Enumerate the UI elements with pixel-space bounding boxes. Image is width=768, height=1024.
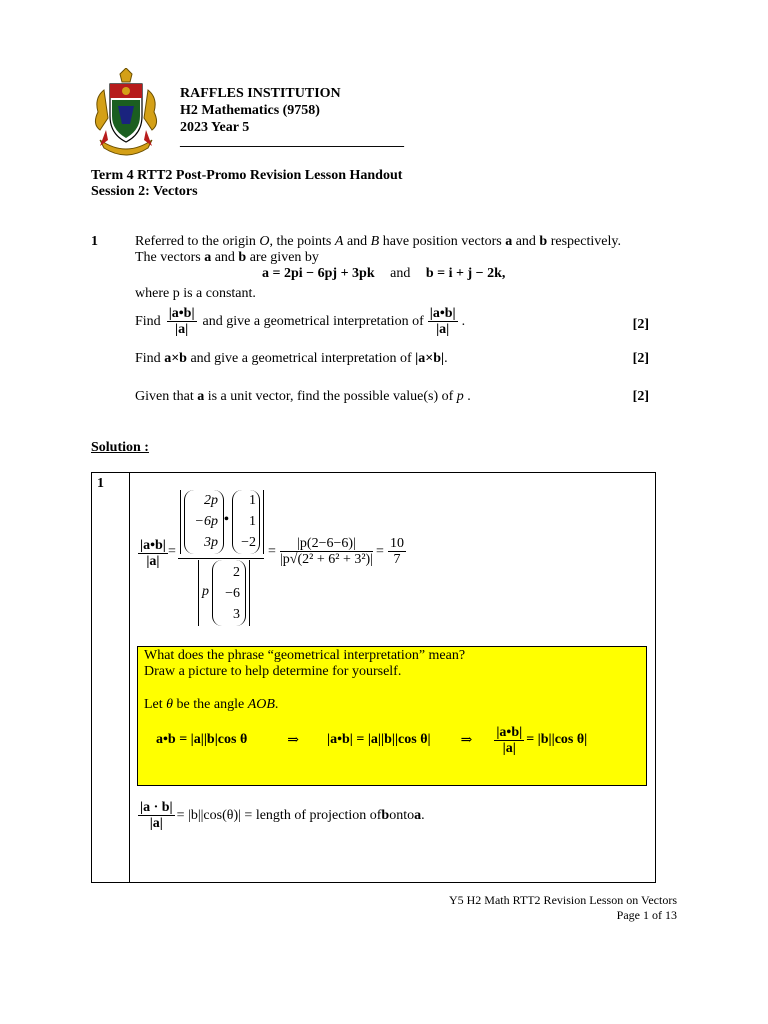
vector-definitions: a = 2pi − 6pj + 3pk and b = i + j − 2k, (262, 266, 506, 281)
vector-b-definition: b = i + j − 2k, (425, 266, 506, 281)
header-underline: ________________________________ (180, 134, 404, 149)
note-line-2: Draw a picture to help determine for yourself. (144, 664, 402, 679)
note-line-1: What does the phrase “geometrical interpretation” mean? (144, 648, 466, 663)
vector-a-definition: a = 2pi − 6pj + 3pk (262, 266, 375, 281)
year-line: 2023 Year 5 (180, 120, 250, 135)
vector-b-column: 1 1 −2 (241, 493, 256, 550)
constant-note: where p is a constant. (135, 286, 256, 301)
subject-line: H2 Mathematics (9758) (180, 103, 320, 118)
question-intro: Referred to the origin O, the points A and B have position vectors a and b respectively. (135, 234, 621, 249)
institution-name: RAFFLES INSTITUTION (180, 86, 341, 101)
abs-dot-product-formula: |a•b| = |a||b||cos θ| (327, 732, 431, 747)
result-fraction: $\frac{10}{7}$ (390, 536, 404, 567)
question-number: 1 (91, 234, 98, 249)
question-line-2: The vectors a and b are given by (135, 250, 319, 265)
footer-course: Y5 H2 Math RTT2 Revision Lesson on Vectors (448, 893, 677, 907)
part-2: Find a×b and give a geometrical interpretation of |a×b|. (135, 351, 448, 366)
part1-fraction-2: $\frac{|a•b|}{|a|}$ (429, 306, 456, 337)
dot-operator: • (224, 512, 229, 527)
note-line-3: Let θ be the angle AOB. (144, 697, 279, 712)
footer-page-number: Page 1 of 13 (616, 908, 677, 922)
part-3: Given that a is a unit vector, find the possible value(s) of p . (135, 389, 471, 404)
projection-fraction: $\frac{|a•b|}{|a|}$ (496, 724, 523, 756)
part1-fraction: $\frac{|a•b|}{|a|}$ (168, 306, 195, 337)
dot-product-equation: $\frac{|a•b|}{|a|}$ = 2p −6p 3p • 1 1 −2 p 2 −6 3 = $\frac{|p(2-6-6)|}{\text{|p√(2² + 6² + 3²)|}}$ = $\frac{10}{7}$ (138, 488, 438, 630)
school-crest-logo (90, 68, 162, 158)
denominator-vector-column: 2 −6 3 (225, 565, 240, 622)
note-equation-row: a•b = |a||b|cos θ ⇒ |a•b| = |a||b||cos θ| ⇒ $\frac{|a•b|}{|a|}$ = |b||cos θ| (156, 724, 588, 756)
main-fraction-bar (178, 558, 264, 559)
implies-arrow-1: ⇒ (287, 732, 299, 748)
projection-lhs-fraction: $\frac{|a \cdot b|}{|a|}$ (140, 800, 173, 831)
implies-arrow-2: ⇒ (460, 732, 473, 748)
vector-a-column: 2p −6p 3p (194, 493, 218, 550)
part-3-marks: [2] (632, 389, 649, 404)
part-2-marks: [2] (632, 351, 649, 366)
simplified-fraction: $\frac{|p(2-6-6)|}{\text{|p√(2² + 6² + 3²)|}}$ (280, 536, 373, 567)
part-1-marks: [2] (632, 317, 649, 332)
solution-table-divider (129, 472, 130, 882)
lhs-fraction: $\frac{|a•b|}{|a|}$ (140, 538, 166, 569)
dot-product-formula: a•b = |a||b|cos θ (156, 732, 248, 747)
part-1: Find $\frac{|a•b|}{|a|}$ and give a geometrical interpretation of $\frac{|a•b|}{|a|}$ . (135, 306, 466, 337)
projection-statement: $\frac{|a \cdot b|}{|a|}$ = |b||cos(θ)| = length of projection of b onto a . (140, 800, 425, 831)
solution-row-number: 1 (97, 476, 104, 491)
session-title: Session 2: Vectors (91, 184, 198, 199)
handout-title: Term 4 RTT2 Post-Promo Revision Lesson Handout (91, 168, 403, 183)
solution-heading: Solution : (91, 440, 149, 455)
